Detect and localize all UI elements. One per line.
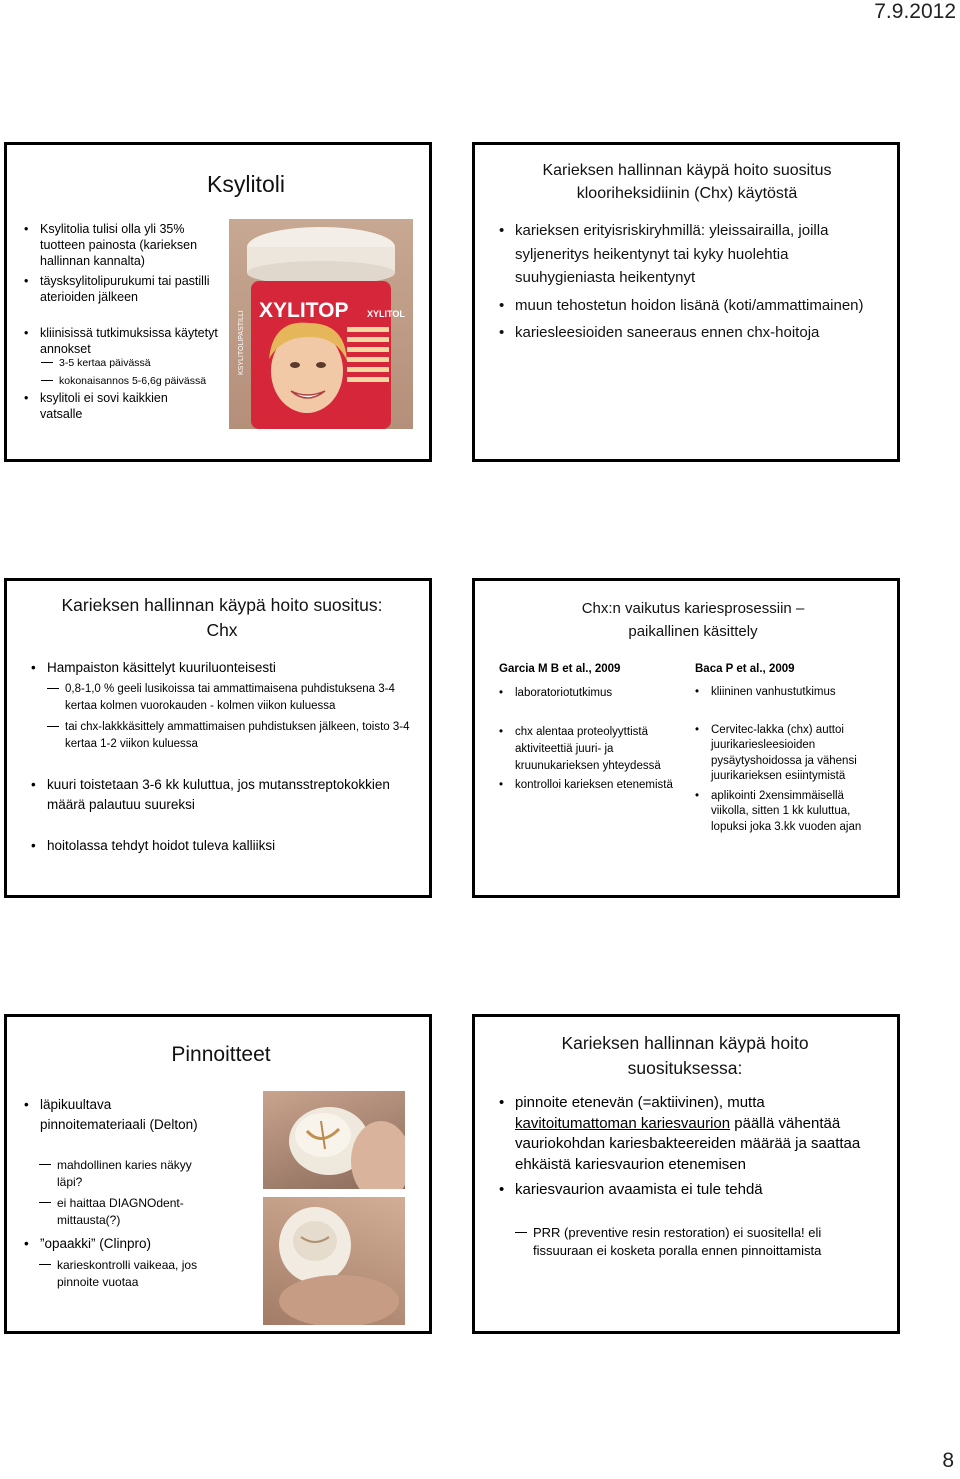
study-list (515, 685, 675, 794)
bullet-item (515, 1093, 885, 1175)
sub-list (59, 355, 229, 389)
study-list (711, 685, 881, 835)
slide-title: Ksylitoli (207, 171, 285, 197)
slide-ksylitoli (4, 142, 432, 462)
study-item: • kliininen vanhustutkimus (711, 685, 881, 701)
bullet-item: • kuuri toistetaan 3-6 kk kuluttua, jos mutansstreptokokkien määrä palautuu suureksi (47, 775, 407, 814)
slide-chx-recommendation (472, 142, 900, 462)
bullet-item: • Ksylitolia tulisi olla yli 35% tuotteen painosta (karieksen hallinnan kannalta) (40, 221, 220, 269)
sub-item: mahdollinen karies näkyy läpi? (57, 1157, 217, 1191)
text-run: pinnoite etenevän (=aktiivinen), mutta (515, 1094, 765, 1111)
side-label: XYLITOL (367, 309, 405, 319)
slide-title: Karieksen hallinnan käypä hoito suositus klooriheksidiinin (Chx) käytöstä (542, 162, 832, 202)
svg-text:KSYLITOLIPASTILLI: KSYLITOLIPASTILLI (238, 310, 245, 375)
study-heading: Garcia M B et al., 2009 (499, 663, 621, 675)
bullet-list (47, 659, 417, 677)
sub-list (57, 1257, 227, 1291)
slide-chx-kaypa-hoito (4, 578, 432, 898)
tooth-photo-delton (263, 1091, 405, 1189)
bullet-item: • kariesvaurion avaamista ei tule tehdä (515, 1180, 885, 1201)
slide-title (27, 593, 417, 643)
bullet-item: • ksylitoli ei sovi kaikkien vatsalle (40, 390, 210, 422)
bullet-list (47, 775, 407, 856)
bullet-list (515, 1093, 885, 1201)
bullet-item: • kariesleesioiden saneeraus ennen chx-hoitoja (515, 321, 875, 345)
bullet-item: • kliinisissä tutkimuksissa käytetyt annokset (40, 325, 220, 357)
page-number: 8 (942, 1449, 954, 1472)
sub-list (65, 681, 415, 753)
sub-item: ei haittaa DIAGNOdent-mittausta(?) (57, 1195, 217, 1229)
sub-item: PRR (preventive resin restoration) ei suositella! eli fissuuraan ei kosketa poralla ennen pinnoittamista (533, 1224, 883, 1260)
study-item: • chx alentaa proteolyyttistä aktiviteettiä juuri- ja kruunukarieksen yhteydessä (515, 724, 675, 775)
bullet-list (40, 1095, 200, 1135)
brand-label: XYLITOP (259, 299, 349, 322)
bullet-item: • ”opaakki” (Clinpro) (40, 1234, 210, 1254)
title-line: Chx (206, 620, 238, 640)
sub-item: karieskontrolli vaikeaa, jos pinnoite vuotaa (57, 1257, 227, 1291)
slide-title: Pinnoitteet (171, 1043, 271, 1066)
sub-list (57, 1157, 217, 1229)
bullet-list (40, 1234, 210, 1254)
bullet-list (40, 221, 220, 357)
sub-item: kokonaisannos 5-6,6g päivässä (59, 373, 229, 389)
study-item: • kontrolloi karieksen etenemistä (515, 777, 675, 794)
slide-pinnoitteet (4, 1014, 432, 1334)
text-run: päällä vähentää vauriokohdan kariesbakteereiden määrää ja saattaa ehkäistä kariesvaurion etenemisen (515, 1114, 861, 1173)
bullet-item: • Hampaiston käsittelyt kuuriluonteisesti (47, 659, 417, 677)
bullet-item: • hoitolassa tehdyt hoidot tuleva kalliiksi (47, 836, 407, 856)
bullet-item: • karieksen erityisriskiryhmillä: yleissairailla, joilla syljeneritys heikentynyt tai kyky huolehtia suuhygieniasta heikentynyt (515, 219, 875, 290)
sub-list (533, 1224, 883, 1260)
slide-title: Chx:n vaikutus kariesprosessiin – paikallinen käsittely (581, 600, 805, 640)
study-heading: Baca P et al., 2009 (695, 663, 795, 675)
bullet-list (40, 390, 210, 422)
bullet-item: • täysksylitolipurukumi tai pastilli aterioiden jälkeen (40, 273, 220, 305)
study-item: • Cervitec-lakka (chx) auttoi juurikariesleesioiden pysäytyshoidossa ja vähensi juurikarieksen esiintymistä (711, 723, 881, 785)
xylitop-jar-photo (229, 219, 413, 429)
underlined-text: kavitoitumattoman kariesvaurion (515, 1114, 731, 1132)
study-item: • laboratoriotutkimus (515, 685, 675, 702)
slide-chx-effect (472, 578, 900, 898)
sub-item: 0,8-1,0 % geeli lusikoissa tai ammattimaisena puhdistuksena 3-4 kertaa kolmen vuorokauden - kolmen viikon kuluessa (65, 681, 415, 715)
bullet-list (515, 219, 875, 345)
bullet-item: • muun tehostetun hoidon lisänä (koti/ammattimainen) (515, 294, 875, 318)
date-header: 7.9.2012 (874, 0, 956, 23)
slide-pinnoite-suositus (472, 1014, 900, 1334)
title-line: Karieksen hallinnan käypä hoito suositus: (61, 595, 383, 615)
slide-title: Karieksen hallinnan käypä hoito suosituksessa: (561, 1033, 809, 1078)
tooth-photo-clinpro (263, 1197, 405, 1325)
study-item: • aplikointi 2xensimmäisellä viikolla, sitten 1 kk kuluttua, lopuksi joka 3.kk vuoden ajan (711, 789, 881, 836)
sub-item: tai chx-lakkkäsittely ammattimaisen puhdistuksen jälkeen, toisto 3-4 kertaa 1-2 viikon kuluessa (65, 719, 415, 753)
bullet-item: • läpikuultava pinnoitemateriaali (Delton) (40, 1095, 200, 1135)
sub-item: 3-5 kertaa päivässä (59, 355, 229, 371)
